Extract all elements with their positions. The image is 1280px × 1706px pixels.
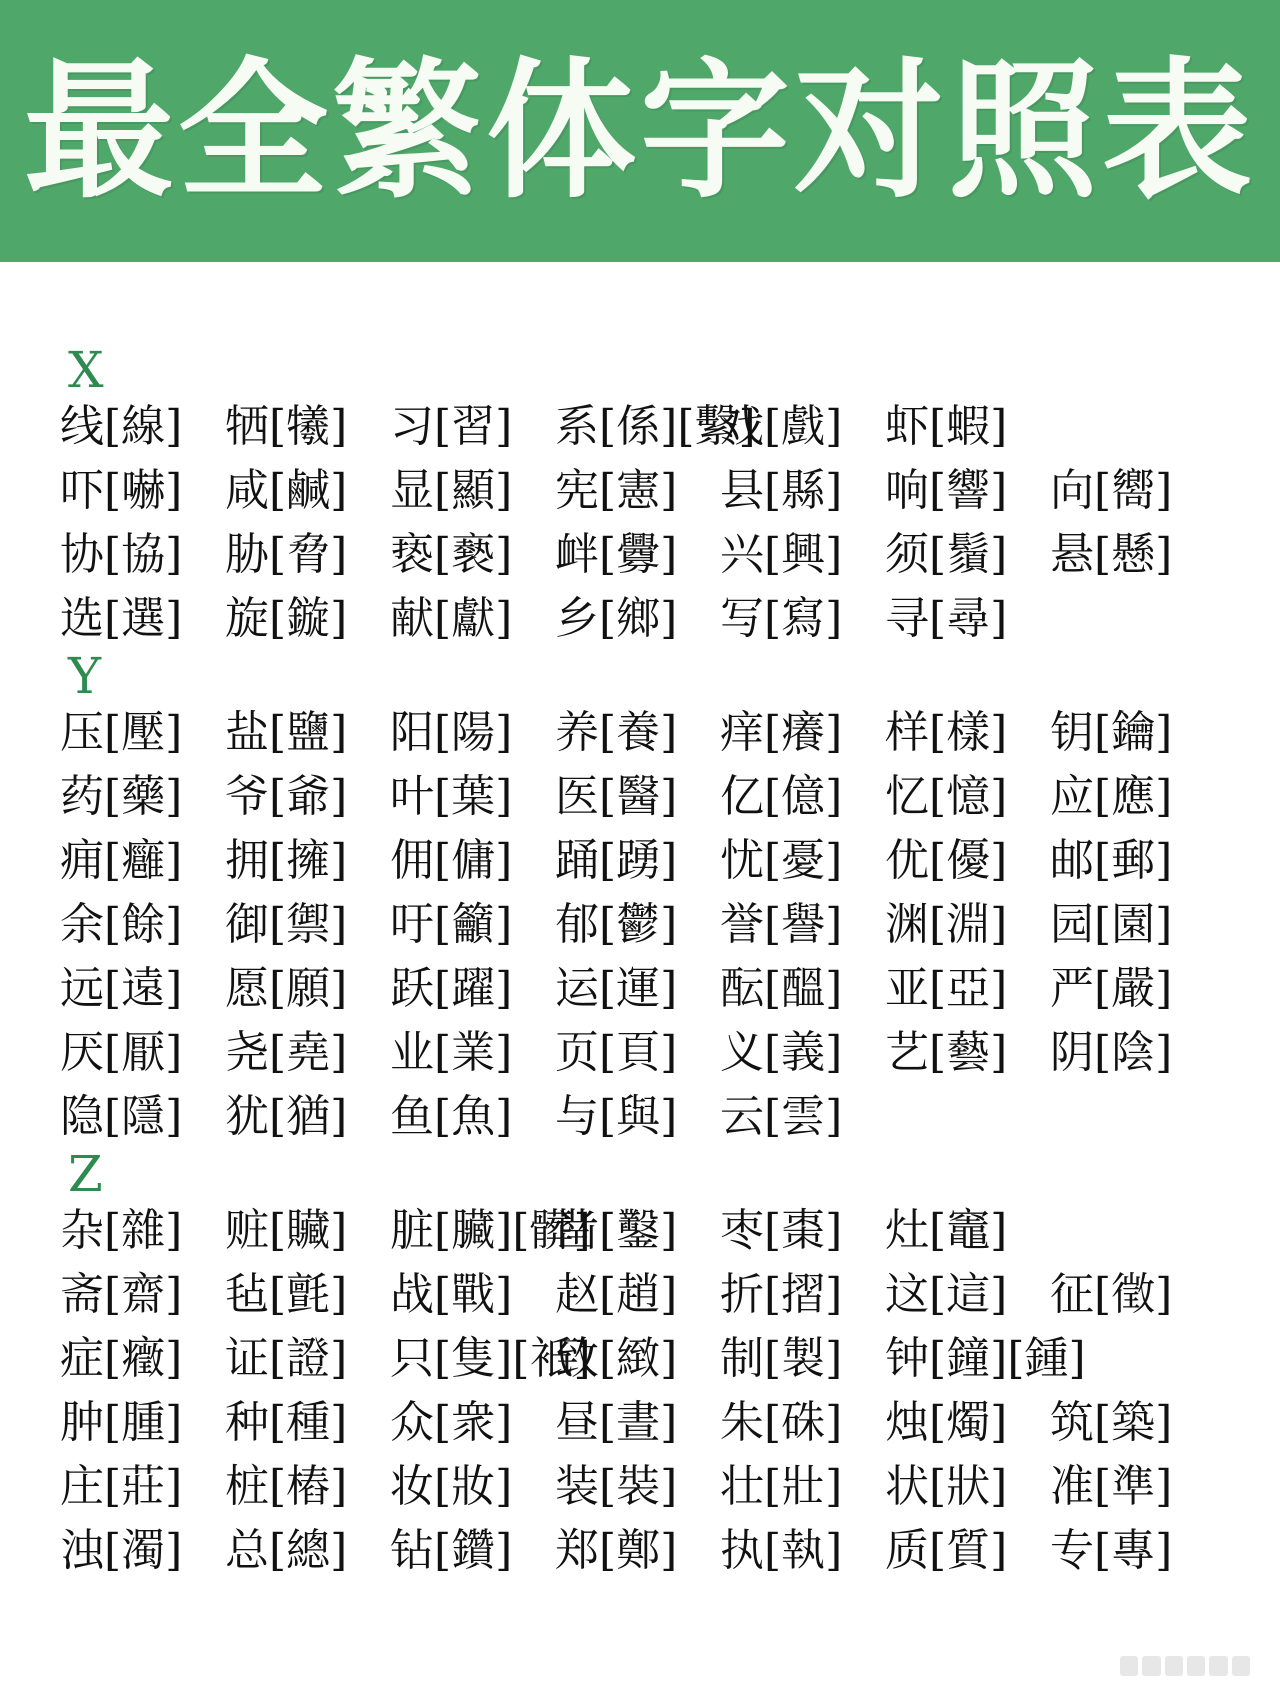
character-pair: 业[業] bbox=[390, 1027, 513, 1078]
character-pair: 昼[晝] bbox=[555, 1397, 678, 1448]
character-pair: 壮[壯] bbox=[720, 1461, 843, 1512]
table-row bbox=[60, 1085, 1240, 1149]
watermark-mark bbox=[1142, 1656, 1160, 1676]
character-pair: 质[質] bbox=[885, 1525, 1008, 1576]
character-pair: 献[獻] bbox=[390, 593, 513, 644]
character-pair: 隐[隱] bbox=[60, 1091, 183, 1142]
table-row bbox=[60, 587, 1240, 651]
table-row bbox=[60, 829, 1240, 893]
character-pair: 妆[妝] bbox=[390, 1461, 513, 1512]
character-pair: 赵[趙] bbox=[555, 1269, 678, 1320]
watermark-mark bbox=[1232, 1656, 1250, 1676]
character-pair: 戏[戲] bbox=[720, 401, 843, 452]
character-pair: 证[證] bbox=[225, 1333, 348, 1384]
character-pair: 准[準] bbox=[1050, 1461, 1173, 1512]
character-pair: 系[係][繫] bbox=[555, 401, 756, 452]
table-row bbox=[60, 1455, 1240, 1519]
character-pair: 邮[郵] bbox=[1050, 835, 1173, 886]
character-pair: 远[遠] bbox=[60, 963, 183, 1014]
character-pair: 众[衆] bbox=[390, 1397, 513, 1448]
character-pair: 医[醫] bbox=[555, 771, 678, 822]
character-pair: 习[習] bbox=[390, 401, 513, 452]
character-pair: 旋[鏇] bbox=[225, 593, 348, 644]
table-row bbox=[60, 395, 1240, 459]
character-pair: 种[種] bbox=[225, 1397, 348, 1448]
character-pair: 云[雲] bbox=[720, 1091, 843, 1142]
character-pair: 养[養] bbox=[555, 707, 678, 758]
character-pair: 须[鬚] bbox=[885, 529, 1008, 580]
character-pair: 胁[脅] bbox=[225, 529, 348, 580]
character-pair: 运[運] bbox=[555, 963, 678, 1014]
character-pair: 凿[鑿] bbox=[555, 1205, 678, 1256]
character-pair: 症[癥] bbox=[60, 1333, 183, 1384]
section-z bbox=[60, 1145, 1240, 1583]
character-pair: 拥[擁] bbox=[225, 835, 348, 886]
section-x bbox=[60, 341, 1240, 651]
title-banner bbox=[0, 0, 1280, 262]
table-row bbox=[60, 459, 1240, 523]
table-row bbox=[60, 957, 1240, 1021]
character-pair: 严[嚴] bbox=[1050, 963, 1173, 1014]
character-pair: 佣[傭] bbox=[390, 835, 513, 886]
character-pair: 牺[犧] bbox=[225, 401, 348, 452]
character-pair: 致[緻] bbox=[555, 1333, 678, 1384]
character-pair: 枣[棗] bbox=[720, 1205, 843, 1256]
character-pair: 专[專] bbox=[1050, 1525, 1173, 1576]
character-pair: 咸[鹹] bbox=[225, 465, 348, 516]
character-pair: 浊[濁] bbox=[60, 1525, 183, 1576]
character-pair: 痒[癢] bbox=[720, 707, 843, 758]
character-pair: 显[顯] bbox=[390, 465, 513, 516]
character-pair: 厌[厭] bbox=[60, 1027, 183, 1078]
watermark-mark bbox=[1187, 1656, 1205, 1676]
watermark-dots bbox=[1120, 1656, 1250, 1676]
table-row bbox=[60, 893, 1240, 957]
character-pair: 鱼[魚] bbox=[390, 1091, 513, 1142]
table-row bbox=[60, 1021, 1240, 1085]
character-pair: 寻[尋] bbox=[885, 593, 1008, 644]
character-pair: 选[選] bbox=[60, 593, 183, 644]
character-pair: 吓[嚇] bbox=[60, 465, 183, 516]
character-pair: 愿[願] bbox=[225, 963, 348, 1014]
character-pair: 应[應] bbox=[1050, 771, 1173, 822]
character-pair: 与[與] bbox=[555, 1091, 678, 1142]
character-pair: 桩[樁] bbox=[225, 1461, 348, 1512]
character-pair: 执[執] bbox=[720, 1525, 843, 1576]
character-pair: 县[縣] bbox=[720, 465, 843, 516]
section-letter: Z bbox=[68, 1145, 103, 1203]
character-pair: 誉[譽] bbox=[720, 899, 843, 950]
table-row bbox=[60, 1519, 1240, 1583]
character-pair: 郁[鬱] bbox=[555, 899, 678, 950]
character-pair: 跃[躍] bbox=[390, 963, 513, 1014]
character-pair: 毡[氈] bbox=[225, 1269, 348, 1320]
table-row bbox=[60, 765, 1240, 829]
table-row bbox=[60, 523, 1240, 587]
character-table bbox=[60, 341, 1240, 1583]
character-pair: 向[嚮] bbox=[1050, 465, 1173, 516]
character-pair: 酝[醞] bbox=[720, 963, 843, 1014]
character-pair: 踊[踴] bbox=[555, 835, 678, 886]
character-pair: 征[徵] bbox=[1050, 1269, 1173, 1320]
character-pair: 样[樣] bbox=[885, 707, 1008, 758]
section-letter: X bbox=[68, 341, 104, 399]
character-pair: 庄[莊] bbox=[60, 1461, 183, 1512]
character-pair: 灶[竈] bbox=[885, 1205, 1008, 1256]
character-pair: 状[狀] bbox=[885, 1461, 1008, 1512]
watermark-mark bbox=[1209, 1656, 1227, 1676]
character-pair: 制[製] bbox=[720, 1333, 843, 1384]
character-pair: 折[摺] bbox=[720, 1269, 843, 1320]
character-pair: 爷[爺] bbox=[225, 771, 348, 822]
character-pair: 虾[蝦] bbox=[885, 401, 1008, 452]
character-pair: 忆[憶] bbox=[885, 771, 1008, 822]
character-pair: 宪[憲] bbox=[555, 465, 678, 516]
page-title: 最全繁体字对照表 bbox=[23, 43, 1256, 219]
character-pair: 总[總] bbox=[225, 1525, 348, 1576]
character-pair: 这[這] bbox=[885, 1269, 1008, 1320]
character-pair: 只[隻][衹] bbox=[390, 1333, 591, 1384]
character-pair: 忧[憂] bbox=[720, 835, 843, 886]
character-pair: 钟[鐘][鍾] bbox=[885, 1333, 1086, 1384]
watermark-mark bbox=[1165, 1656, 1183, 1676]
character-pair: 悬[懸] bbox=[1050, 529, 1173, 580]
character-pair: 郑[鄭] bbox=[555, 1525, 678, 1576]
character-pair: 写[寫] bbox=[720, 593, 843, 644]
character-pair: 朱[硃] bbox=[720, 1397, 843, 1448]
character-pair: 犹[猶] bbox=[225, 1091, 348, 1142]
character-pair: 阴[陰] bbox=[1050, 1027, 1173, 1078]
character-pair: 义[義] bbox=[720, 1027, 843, 1078]
character-pair: 药[藥] bbox=[60, 771, 183, 822]
character-pair: 渊[淵] bbox=[885, 899, 1008, 950]
character-pair: 余[餘] bbox=[60, 899, 183, 950]
character-pair: 斋[齋] bbox=[60, 1269, 183, 1320]
character-pair: 钻[鑽] bbox=[390, 1525, 513, 1576]
character-pair: 亵[褻] bbox=[390, 529, 513, 580]
character-pair: 装[裝] bbox=[555, 1461, 678, 1512]
character-pair: 脏[臟][髒] bbox=[390, 1205, 591, 1256]
character-pair: 尧[堯] bbox=[225, 1027, 348, 1078]
character-pair: 亿[億] bbox=[720, 771, 843, 822]
character-pair: 协[協] bbox=[60, 529, 183, 580]
character-pair: 钥[鑰] bbox=[1050, 707, 1173, 758]
table-row bbox=[60, 1391, 1240, 1455]
character-pair: 吁[籲] bbox=[390, 899, 513, 950]
table-row bbox=[60, 1327, 1240, 1391]
character-pair: 杂[雜] bbox=[60, 1205, 183, 1256]
character-pair: 线[線] bbox=[60, 401, 183, 452]
character-pair: 优[優] bbox=[885, 835, 1008, 886]
section-letter: Y bbox=[68, 647, 102, 705]
character-pair: 页[頁] bbox=[555, 1027, 678, 1078]
character-pair: 亚[亞] bbox=[885, 963, 1008, 1014]
character-pair: 叶[葉] bbox=[390, 771, 513, 822]
character-pair: 压[壓] bbox=[60, 707, 183, 758]
character-pair: 响[響] bbox=[885, 465, 1008, 516]
character-pair: 园[園] bbox=[1050, 899, 1173, 950]
character-pair: 痈[癰] bbox=[60, 835, 183, 886]
character-pair: 御[禦] bbox=[225, 899, 348, 950]
character-pair: 阳[陽] bbox=[390, 707, 513, 758]
character-pair: 兴[興] bbox=[720, 529, 843, 580]
watermark-mark bbox=[1120, 1656, 1138, 1676]
character-pair: 乡[鄉] bbox=[555, 593, 678, 644]
table-row bbox=[60, 1263, 1240, 1327]
character-pair: 筑[築] bbox=[1050, 1397, 1173, 1448]
table-row bbox=[60, 1199, 1240, 1263]
character-pair: 衅[釁] bbox=[555, 529, 678, 580]
character-pair: 战[戰] bbox=[390, 1269, 513, 1320]
character-pair: 赃[贜] bbox=[225, 1205, 348, 1256]
character-pair: 盐[鹽] bbox=[225, 707, 348, 758]
section-y bbox=[60, 647, 1240, 1149]
character-pair: 烛[燭] bbox=[885, 1397, 1008, 1448]
character-pair: 艺[藝] bbox=[885, 1027, 1008, 1078]
character-pair: 肿[腫] bbox=[60, 1397, 183, 1448]
table-row bbox=[60, 701, 1240, 765]
